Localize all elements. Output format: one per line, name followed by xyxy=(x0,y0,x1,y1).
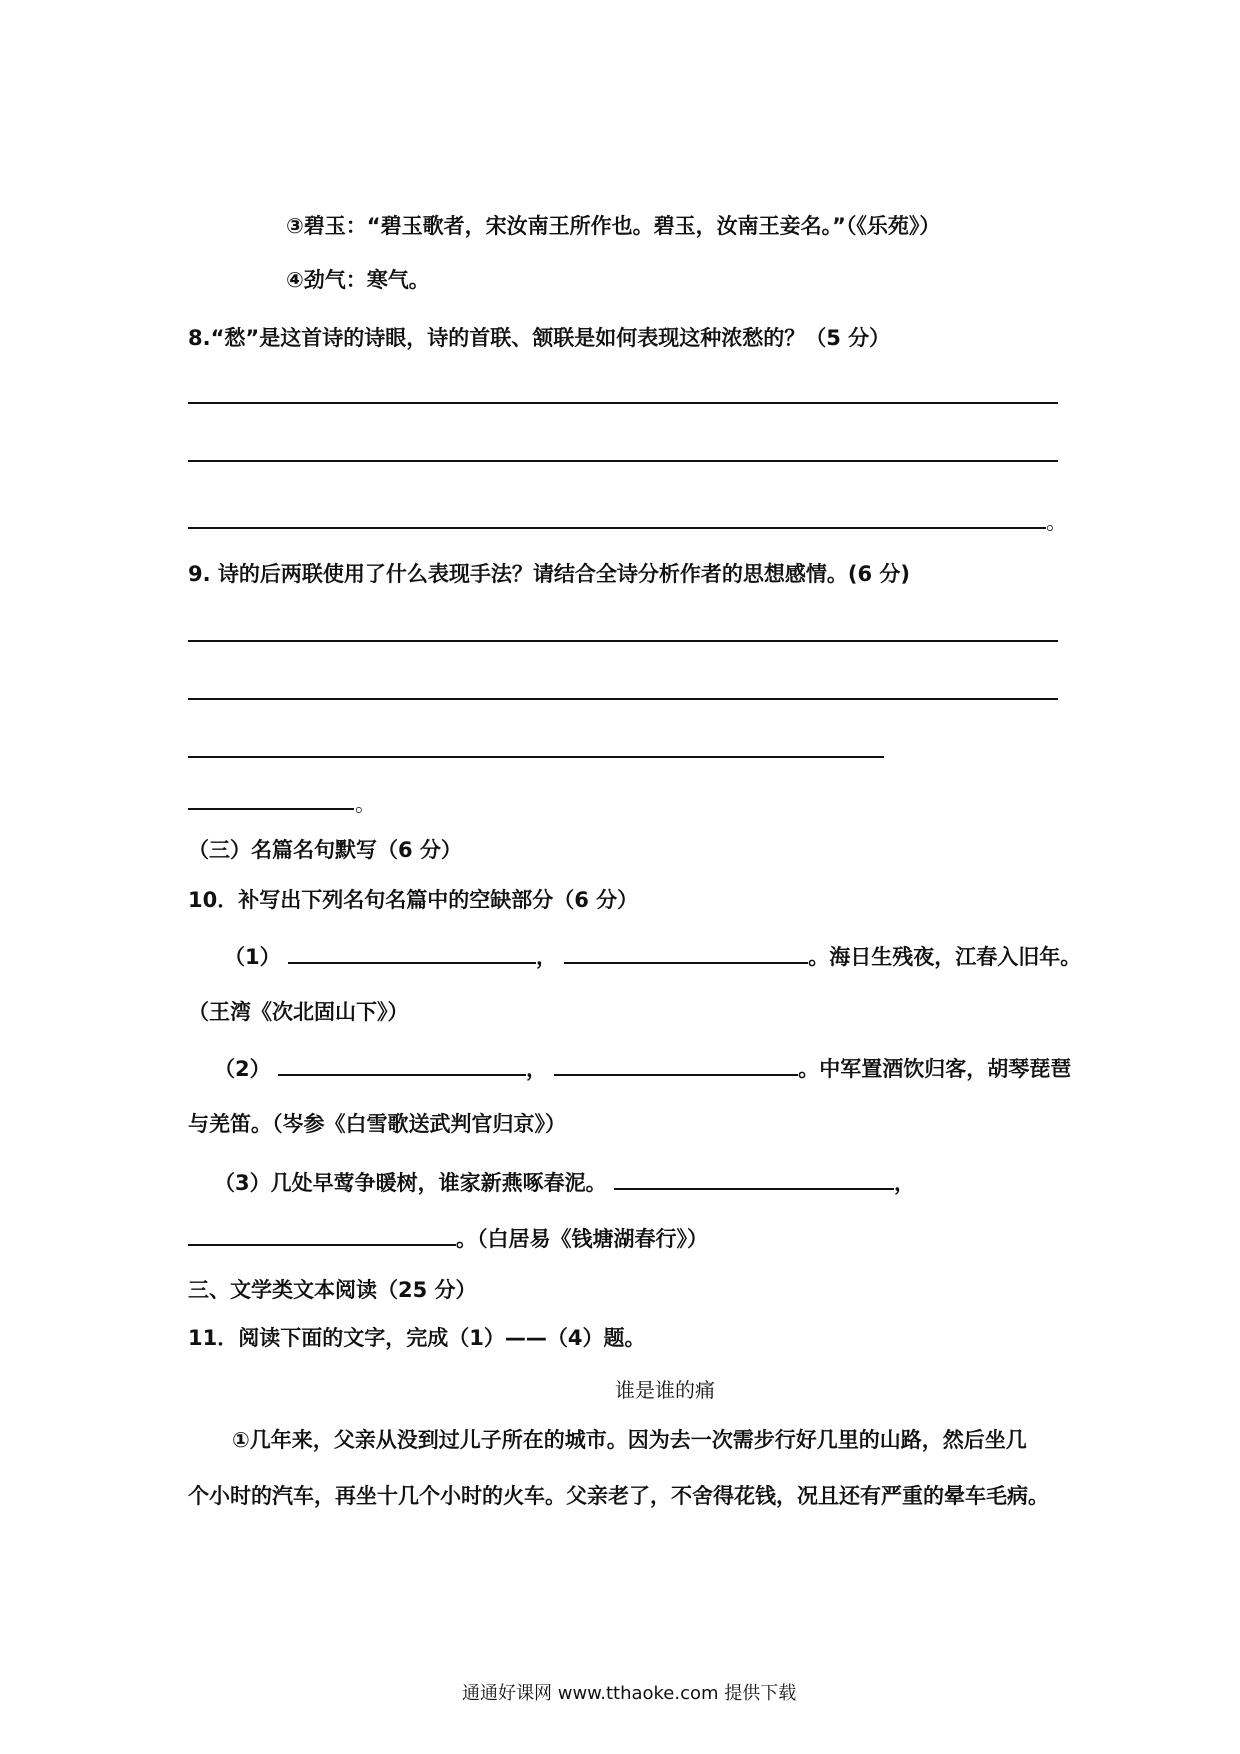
passage-paragraph-line: 个小时的汽车，再坐十几个小时的火车。父亲老了，不舍得花钱，况且还有严重的晕车毛病。 xyxy=(188,1484,1049,1508)
fill-item-1 xyxy=(224,942,1081,971)
answer-line xyxy=(188,640,1058,642)
fill-item-2 xyxy=(214,1054,1071,1083)
separator: ， xyxy=(525,1057,547,1081)
item-number: （2） xyxy=(214,1057,271,1081)
blank xyxy=(554,1054,798,1076)
answer-line xyxy=(188,756,884,758)
passage-title: 谁是谁的痛 xyxy=(615,1378,715,1402)
answer-line xyxy=(188,402,1058,404)
answer-line-end-mark: 。 xyxy=(1046,510,1067,534)
quote-text: 。中军置酒饮归客，胡琴琵琶 xyxy=(798,1057,1072,1081)
blank xyxy=(288,942,536,964)
item-number: （1） xyxy=(224,945,281,969)
note-3: ③碧玉：“碧玉歌者，宋汝南王所作也。碧玉，汝南王妾名。”（《乐苑》） xyxy=(286,214,941,238)
question-9: 9. 诗的后两联使用了什么表现手法？请结合全诗分析作者的思想感情。(6 分) xyxy=(188,562,911,586)
answer-line-end-mark: 。 xyxy=(355,792,376,816)
separator: ， xyxy=(535,945,557,969)
fill-item-3 xyxy=(214,1168,915,1197)
blank xyxy=(188,1224,456,1246)
question-11: 11．阅读下面的文字，完成（1）——（4）题。 xyxy=(188,1326,646,1350)
answer-line xyxy=(188,460,1058,462)
quote-text: 。（白居易《钱塘湖春行》） xyxy=(456,1227,708,1251)
blank xyxy=(278,1054,526,1076)
answer-line xyxy=(188,698,1058,700)
blank xyxy=(614,1168,894,1190)
question-10: 10．补写出下列名句名篇中的空缺部分（6 分） xyxy=(188,888,639,912)
item-number: （3） xyxy=(214,1171,271,1195)
part-heading: 三、文学类文本阅读（25 分） xyxy=(188,1278,477,1302)
section-heading: （三）名篇名句默写（6 分） xyxy=(188,838,462,862)
note-4: ④劲气：寒气。 xyxy=(286,268,430,292)
question-8: 8.“愁”是这首诗的诗眼，诗的首联、颔联是如何表现这种浓愁的？（5 分） xyxy=(188,326,891,350)
item-source: （王湾《次北固山下》） xyxy=(188,1000,409,1024)
quote-text: 。海日生残夜，江春入旧年。 xyxy=(808,945,1082,969)
passage-paragraph-line: ①几年来，父亲从没到过儿子所在的城市。因为去一次需步行好几里的山路，然后坐几 xyxy=(232,1428,1027,1452)
answer-line xyxy=(188,808,354,810)
blank xyxy=(564,942,808,964)
item-source: 与羌笛。（岑参《白雪歌送武判官归京》） xyxy=(188,1112,566,1136)
fill-item-3-continued xyxy=(188,1224,708,1253)
separator: ， xyxy=(893,1171,915,1195)
quote-text: 几处早莺争暖树，谁家新燕啄春泥。 xyxy=(270,1171,607,1195)
page-footer: 通通好课网 www.tthaoke.com 提供下载 xyxy=(462,1683,797,1704)
answer-line xyxy=(188,527,1046,529)
